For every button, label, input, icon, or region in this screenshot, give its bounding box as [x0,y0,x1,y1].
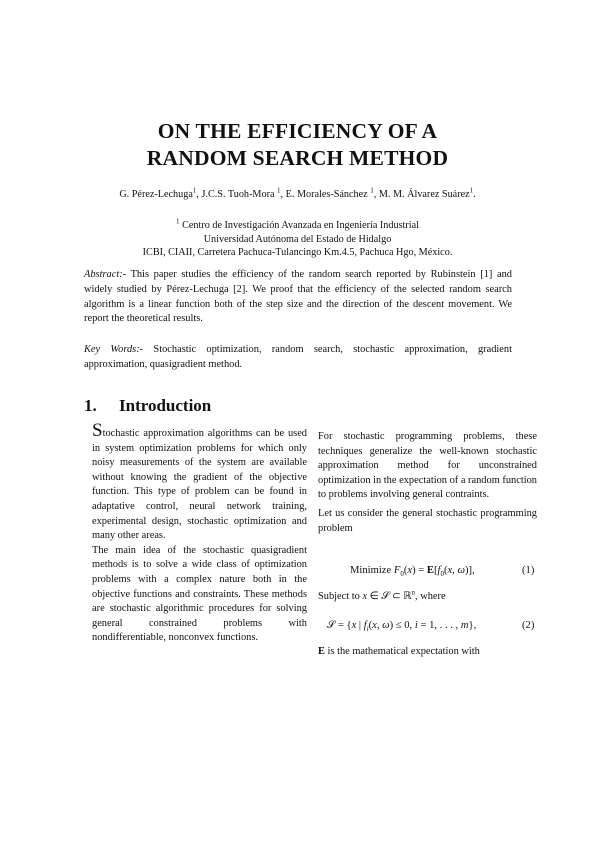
abstract [84,268,512,327]
author-1: G. Pérez-Lechuga [119,189,193,200]
expectation-line [318,646,480,657]
equation-1: Minimize $F_0(x) = E[f_0(x$, ω)], [350,565,475,579]
intro-paragraph-1 [92,420,307,544]
section-title: Introduction [119,396,212,415]
left-column [92,420,307,646]
equation-1-number: (1) [522,565,535,576]
subject-to-suffix: , where [415,591,446,602]
affiliation-line-1 [60,219,535,233]
intro-paragraph-2: The main idea of the stochastic quasigradient methods is to solve a wide class of optimization problems with a complex nature both in the objective functions and constraints. These methods are stochastic algorithmic procedures for solving general constrained problems with nondifferentiable, nonconvex functions. [92,544,307,644]
author-3: , E. Morales-Sánchez [280,189,371,200]
equation-2: 𝒮 = {x | $f_i(x$, ω) ≤ 0, i = 1, . . . , m}, [327,620,477,634]
affiliation-line-1-text: Centro de Investigación Avanzada en Ingeniería Industrial [179,220,419,231]
section-heading [84,396,211,416]
author-4: , M. M. Álvarez Suárez [373,189,470,200]
abstract-text: This paper studies the efficiency of the random search reported by Rubinstein [1] and widely studied by Pérez-Lechuga [2]. We proof that the efficiency of the selected random search algorithm is a linear function both of the step size and the direction of the descent movement. We report the theoretical results. [84,269,512,325]
author-4-affil: 1 [469,186,474,195]
title-line-2: RANDOM SEARCH METHOD [146,146,449,170]
author-2: , J.C.S. Tuoh-Mora [196,189,278,200]
right-column [318,430,537,536]
affiliation-marker: 1 [176,217,180,226]
right-paragraph-1: For stochastic programming problems, these techniques generalize the well-known stochastic approximation method for unconstrained optimization in the expectation of a random function to problems involving general contraints. [318,431,538,501]
intro-paragraph-1-text: tochastic approximation algorithms can be used in system optimization problems for which only noisy measurements of the system are available without knowing the gradient of the objective function. This type of problem can be found in adaptative control, neural network training, experimental design, stochastic optimization and many other areas. [92,428,307,542]
title-line-1: ON THE EFFICIENCY OF A [157,119,438,143]
affiliation [60,219,535,260]
author-2-affil: 1 [277,186,281,195]
author-list-end: . [473,189,476,200]
keywords [84,343,512,373]
keywords-label: Key Words:- [84,344,144,355]
author-list [60,188,535,202]
drop-cap: S [92,420,103,441]
affiliation-line-3: ICBI, CIAII, Carretera Pachuca-Tulancingo Km.4.5, Pachuca Hgo, México. [142,247,453,258]
paper-title [60,118,535,172]
keywords-text: Stochastic optimization, random search, stochastic approximation, gradient approximation, quasigradient method. [84,344,512,370]
author-3-affil: 1 [370,186,374,195]
abstract-label: Abstract:- [84,269,127,280]
section-number: 1. [84,396,97,415]
right-paragraph-2: Let us consider the general stochastic programming problem [318,507,537,534]
expectation-symbol: E [318,646,325,657]
subject-to-label: Subject to [318,591,363,602]
author-1-affil: 1 [192,186,197,195]
expectation-text: is the mathematical expectation with [324,646,480,657]
equation-2-number: (2) [522,620,535,631]
affiliation-line-2: Universidad Autónoma del Estado de Hidalgo [203,233,392,245]
subject-to-line: Subject to x ∈ 𝒮 ⊂ ℝ$^n$, where [318,588,446,602]
